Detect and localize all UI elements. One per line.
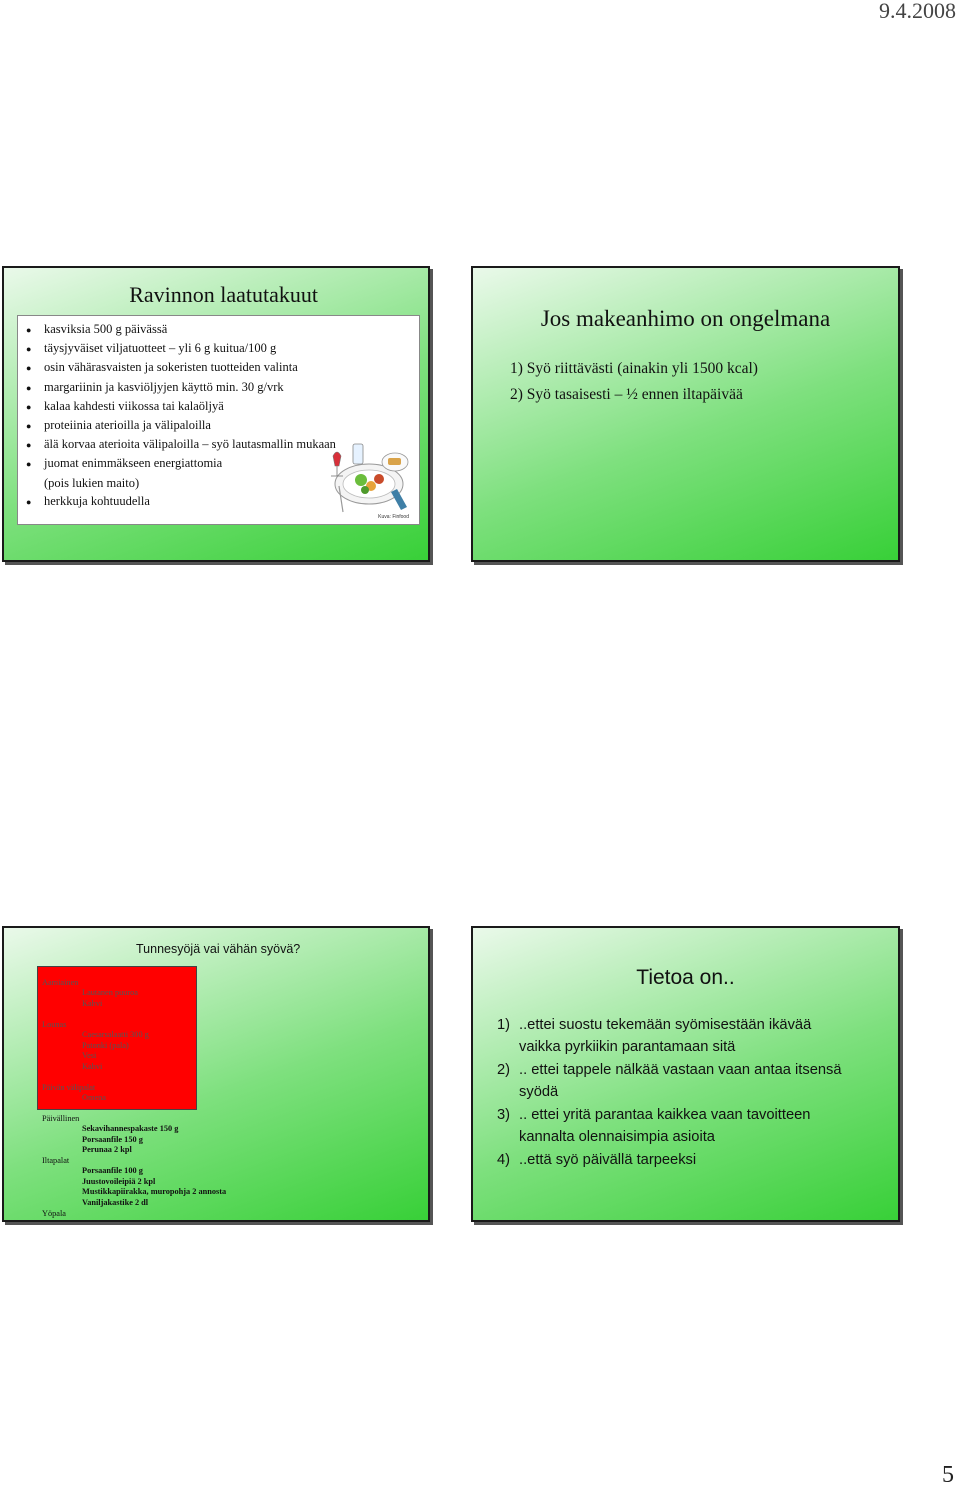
meal-snacks <box>42 1083 106 1104</box>
meal-item: Juustovoileipiä 2 kpl <box>82 1176 156 1186</box>
image-credit: Kuva: Finfood <box>378 514 409 520</box>
slide-title: Ravinnon laatutakuut <box>129 282 318 307</box>
meal-label: Päivän välipalat <box>42 1083 96 1092</box>
meal-item: Vaniljakastike 2 dl <box>82 1197 149 1207</box>
meal-item: Kahvi <box>82 998 103 1008</box>
list-item: ● täysjyväiset viljatuotteet – yli 6 g kuitua/100 g <box>26 341 277 356</box>
meal-item: Porsaanfile 100 g <box>82 1166 143 1176</box>
meal-lunch <box>42 1020 149 1072</box>
slide-title: Jos makeanhimo on ongelmana <box>540 306 831 331</box>
meal-breakfast <box>42 978 138 1009</box>
item-number: 1) <box>497 1017 511 1033</box>
item-text: .. ettei tappele nälkää vastaan vaan antaa itsensä syödä <box>519 1062 842 1100</box>
slide-tietoa-on <box>471 926 900 1222</box>
slide-tunnesyoja <box>2 926 430 1222</box>
item-text: .. ettei yritä parantaa kaikkea vaan tavoitteen kannalta olennaisimpia asioita <box>519 1107 811 1145</box>
list-item: ● herkkuja kohtuudella <box>26 493 150 508</box>
meal-dinner <box>42 1114 178 1156</box>
meal-item: Lautanen puuroa <box>82 988 138 998</box>
meal-night <box>42 1209 66 1219</box>
list-item: ● älä korvaa aterioita välipaloilla – syö lautasmallin mukaan <box>26 437 336 452</box>
list-item: 2) Syö tasaisesti – ½ ennen iltapäivää <box>510 386 743 403</box>
bullet-list <box>26 320 336 511</box>
meal-item: Porsaanfile 150 g <box>82 1134 143 1144</box>
meal-evening <box>42 1156 226 1208</box>
meal-label: Aamiainen <box>42 978 79 987</box>
plate-model-illustration <box>325 436 411 516</box>
item-number: 4) <box>497 1152 511 1168</box>
meal-item: Patonki (pala) <box>82 1040 129 1050</box>
list-item: ● kasviksia 500 g päivässä <box>26 322 168 336</box>
meal-item: Caesarsalaatti 300 g <box>82 1030 149 1040</box>
meal-item: Kahvi <box>82 1061 103 1071</box>
list-item: ● juomat enimmäkseen energiattomia <box>26 456 223 471</box>
numbered-list <box>497 1014 869 1172</box>
page-date: 9.4.2008 <box>879 0 956 23</box>
list-item <box>497 1059 869 1103</box>
list-item: (pois lukien maito) <box>44 475 140 490</box>
meal-label: Yöpala <box>42 1209 66 1218</box>
list-item: ● margariinin ja kasviöljyjen käyttö min. 30 g/vrk <box>26 379 284 394</box>
meal-label: Lounas <box>42 1020 67 1029</box>
list-item <box>497 1014 869 1058</box>
meal-item: Mustikkapiirakka, muropohja 2 annosta <box>82 1187 227 1197</box>
list-item: ● osin vähärasvaisten ja sokeristen tuotteiden valinta <box>26 360 298 375</box>
list-item <box>497 1149 869 1171</box>
meal-item: Omena <box>82 1093 106 1103</box>
slide-makeanhimo <box>471 266 900 562</box>
numbered-list <box>510 356 758 408</box>
item-text: ..että syö päivällä tarpeeksi <box>519 1152 697 1168</box>
meal-item: Sekavihannespakaste 150 g <box>82 1124 179 1134</box>
content-panel <box>17 315 420 525</box>
meal-label: Iltapalat <box>42 1156 70 1165</box>
item-number: 3) <box>497 1107 511 1123</box>
list-item: ● proteiinia aterioilla ja välipaloilla <box>26 418 211 433</box>
meal-label: Päivällinen <box>42 1114 80 1123</box>
slide-title: Tunnesyöjä vai vähän syövä? <box>136 942 301 956</box>
item-number: 2) <box>497 1062 511 1078</box>
slide-ravinnon-laatutakuut <box>2 266 430 562</box>
slide-title: Tietoa on.. <box>636 966 735 989</box>
list-item: 1) Syö riittävästi (ainakin yli 1500 kcal) <box>510 360 758 377</box>
list-item: ● kalaa kahdesti viikossa tai kalaöljyä <box>26 398 224 413</box>
meal-item: Perunaa 2 kpl <box>82 1145 132 1155</box>
list-item <box>497 1104 869 1148</box>
page-number: 5 <box>942 1462 954 1488</box>
meal-item: Vesi <box>82 1051 97 1061</box>
item-text: ..ettei suostu tekemään syömisestään ikävää vaikka pyrkiikin parantamaan sitä <box>519 1017 812 1055</box>
